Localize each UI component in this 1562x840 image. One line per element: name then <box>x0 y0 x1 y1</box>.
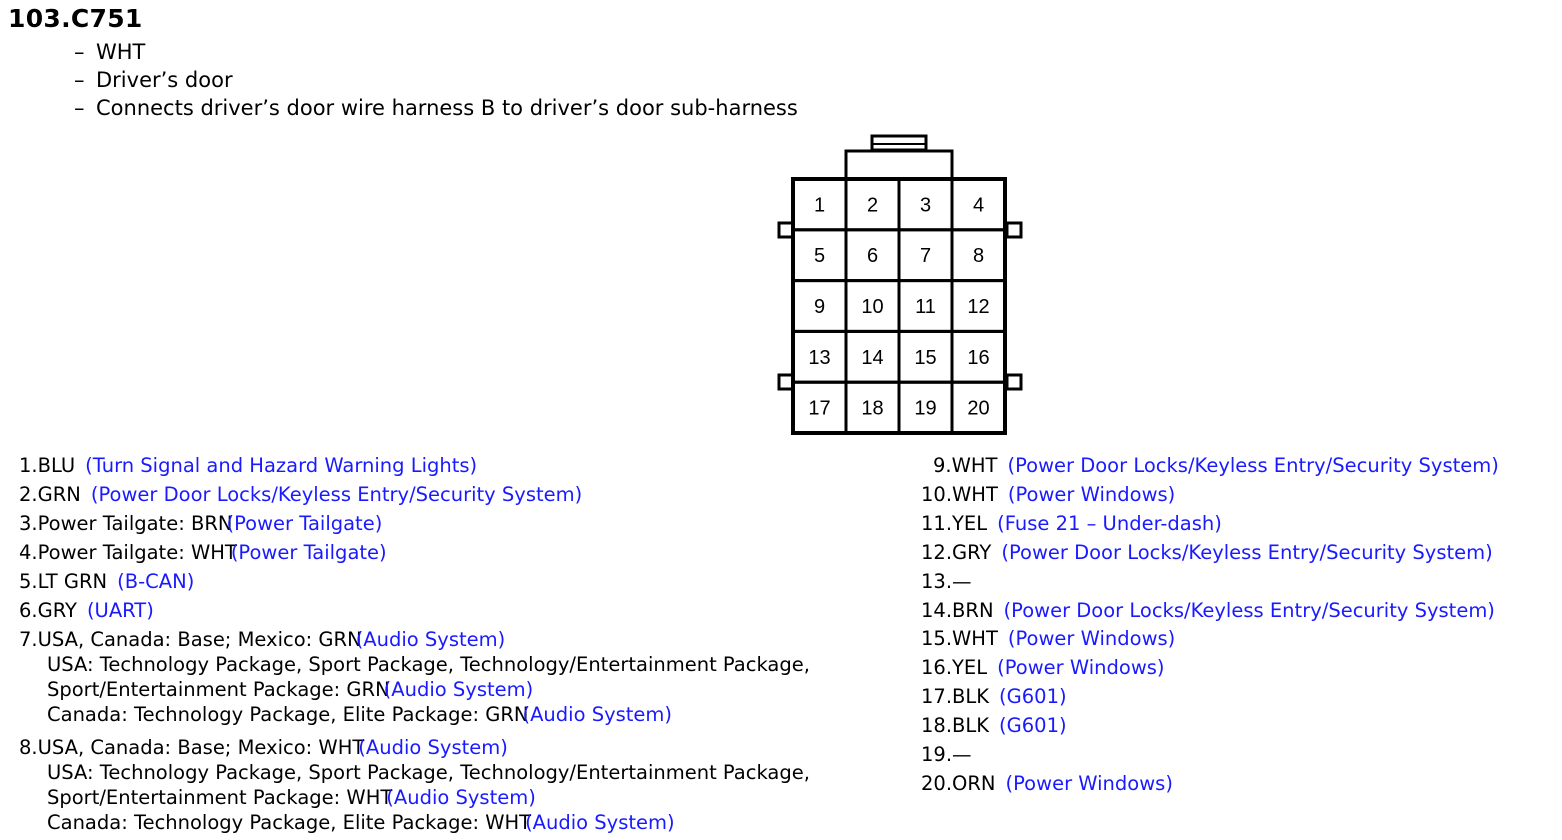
wire-color: WHT <box>952 483 998 506</box>
pin-number: 3. <box>19 512 38 535</box>
pin-number-label: 6 <box>866 245 879 268</box>
wire-color: BRN <box>952 599 994 622</box>
pin-number: 10. <box>921 483 953 506</box>
wire-color: Power Tailgate: BRN <box>37 512 233 535</box>
pin-number-label: 10 <box>861 296 884 318</box>
pin-variant-line <box>47 786 536 809</box>
circuit-link[interactable]: (G601) <box>999 685 1067 708</box>
pin-number: 18. <box>921 714 953 737</box>
pin-variant-line <box>47 703 672 726</box>
pin-row-6 <box>19 599 154 622</box>
pin-number-label: 9 <box>813 296 826 318</box>
pin-number-label: 12 <box>967 296 990 318</box>
pin-row-17 <box>921 685 1067 708</box>
pin-number-label: 2 <box>866 194 879 217</box>
pin-number: 4. <box>19 541 38 564</box>
wire-color: YEL <box>952 512 988 535</box>
circuit-link[interactable]: (Audio System) <box>522 703 673 726</box>
pin-row-18 <box>921 714 1067 737</box>
wire-color: GRY <box>952 541 992 564</box>
circuit-link[interactable]: (Turn Signal and Hazard Warning Lights) <box>85 454 478 477</box>
pin-row-2 <box>19 483 582 506</box>
pin-row-3 <box>19 512 382 535</box>
pin-row-9 <box>933 454 1499 477</box>
pin-number-label: 3 <box>919 194 932 217</box>
pin-number-label: 7 <box>919 245 932 268</box>
pin-row-19 <box>921 743 972 766</box>
pin-number: 5. <box>19 570 38 593</box>
wire-color: — <box>952 743 972 766</box>
wire-color: WHT <box>951 454 998 477</box>
circuit-link[interactable]: (Power Door Locks/Keyless Entry/Security System) <box>1003 599 1495 622</box>
pin-number: 1. <box>19 454 38 477</box>
wire-color: BLU <box>37 454 76 477</box>
variant-text: Sport/Entertainment Package: GRN <box>47 678 390 701</box>
variant-text: Canada: Technology Package, Elite Package: GRN <box>47 703 529 726</box>
pin-number: 20. <box>921 772 953 795</box>
pin-number-label: 4 <box>972 194 985 217</box>
circuit-link[interactable]: (Power Door Locks/Keyless Entry/Security System) <box>1007 454 1499 477</box>
circuit-link[interactable]: (Fuse 21 – Under-dash) <box>997 512 1222 535</box>
circuit-link[interactable]: (Power Windows) <box>1007 483 1176 506</box>
pin-number-label: 11 <box>915 296 936 318</box>
pin-row-7 <box>19 628 505 651</box>
circuit-link[interactable]: (G601) <box>999 714 1067 737</box>
pin-number-label: 18 <box>861 397 884 420</box>
pin-number: 16. <box>921 656 953 679</box>
pin-variant-line <box>47 653 810 676</box>
pin-row-13 <box>921 570 972 593</box>
pin-number-label: 19 <box>914 397 937 420</box>
pin-number-label: 20 <box>967 397 990 420</box>
circuit-link[interactable]: (Power Door Locks/Keyless Entry/Security System) <box>90 483 583 506</box>
pin-variant-line <box>47 811 675 834</box>
variant-text: Sport/Entertainment Package: WHT <box>47 786 393 809</box>
wire-color: GRN <box>37 483 81 506</box>
pin-number-label: 1 <box>813 194 826 217</box>
pin-number-label: 16 <box>967 346 990 369</box>
wire-color: YEL <box>952 656 988 679</box>
pin-number: 8. <box>19 736 38 759</box>
pin-number: 12. <box>921 541 953 564</box>
circuit-link[interactable]: (Power Tailgate) <box>226 512 383 535</box>
wire-color: LT GRN <box>37 570 108 593</box>
circuit-link[interactable]: (Power Windows) <box>1005 772 1173 795</box>
pin-variant-line <box>47 678 533 701</box>
pin-list-left <box>19 454 899 840</box>
pin-row-20 <box>921 772 1173 795</box>
pin-number: 11. <box>921 512 953 535</box>
pin-number: 9. <box>933 454 952 477</box>
wire-color: WHT <box>952 627 998 650</box>
pin-row-15 <box>921 627 1175 650</box>
circuit-link[interactable]: (Power Door Locks/Keyless Entry/Security System) <box>1001 541 1493 564</box>
pin-number: 15. <box>921 627 953 650</box>
wire-color: — <box>952 570 972 593</box>
pin-number: 7. <box>19 628 38 651</box>
pin-row-14 <box>921 599 1495 622</box>
wire-color: ORN <box>952 772 996 795</box>
circuit-link[interactable]: (Power Tailgate) <box>230 541 387 564</box>
pin-row-10 <box>921 483 1175 506</box>
variant-text: USA: Technology Package, Sport Package, Technology/Entertainment Package, <box>47 761 810 784</box>
pin-row-11 <box>921 512 1222 535</box>
pin-number: 17. <box>921 685 953 708</box>
pin-row-16 <box>921 656 1165 679</box>
circuit-link[interactable]: (B-CAN) <box>117 570 195 593</box>
description-line-color: – WHT <box>74 40 146 64</box>
connector-title: 103.C751 <box>8 4 143 33</box>
pin-row-12 <box>921 541 1493 564</box>
pin-number-label: 5 <box>813 245 826 268</box>
pin-row-4 <box>19 541 387 564</box>
connector-face-diagram <box>776 134 1024 438</box>
circuit-link[interactable]: (Audio System) <box>383 678 534 701</box>
pin-number-label: 15 <box>914 346 937 369</box>
pin-list-right <box>921 454 1561 794</box>
circuit-link[interactable]: (Audio System) <box>355 628 506 651</box>
circuit-link[interactable]: (Audio System) <box>525 811 675 834</box>
circuit-link[interactable]: (Audio System) <box>358 736 508 759</box>
pin-number: 19. <box>921 743 953 766</box>
wire-color: Power Tailgate: WHT <box>37 541 237 564</box>
circuit-link[interactable]: (Power Windows) <box>997 656 1165 679</box>
pin-variant-line <box>47 761 810 784</box>
pin-row-5 <box>19 570 194 593</box>
pin-number-label: 13 <box>808 346 831 369</box>
pin-number: 13. <box>921 570 953 593</box>
circuit-link[interactable]: (Audio System) <box>386 786 536 809</box>
circuit-link[interactable]: (UART) <box>86 599 154 622</box>
description-line-location: – Driver’s door <box>74 68 233 92</box>
pin-number-label: 17 <box>808 397 831 420</box>
variant-text: USA: Technology Package, Sport Package, Technology/Entertainment Package, <box>47 653 810 676</box>
pin-number-label: 8 <box>972 245 985 268</box>
pin-number: 6. <box>19 599 38 622</box>
description-line-connection: – Connects driver’s door wire harness B to driver’s door sub-harness <box>74 96 798 120</box>
wire-color: USA, Canada: Base; Mexico: WHT <box>37 736 365 759</box>
wire-color: USA, Canada: Base; Mexico: GRN <box>37 628 362 651</box>
variant-text: Canada: Technology Package, Elite Package: WHT <box>47 811 532 834</box>
pin-number-label: 14 <box>861 346 884 369</box>
wire-color: BLK <box>952 714 990 737</box>
circuit-link[interactable]: (Power Windows) <box>1007 627 1176 650</box>
pin-number: 14. <box>921 599 953 622</box>
pin-row-1 <box>19 454 477 477</box>
pin-row-8 <box>19 736 508 759</box>
wire-color: BLK <box>952 685 990 708</box>
pin-number: 2. <box>19 483 38 506</box>
wire-color: GRY <box>37 599 77 622</box>
